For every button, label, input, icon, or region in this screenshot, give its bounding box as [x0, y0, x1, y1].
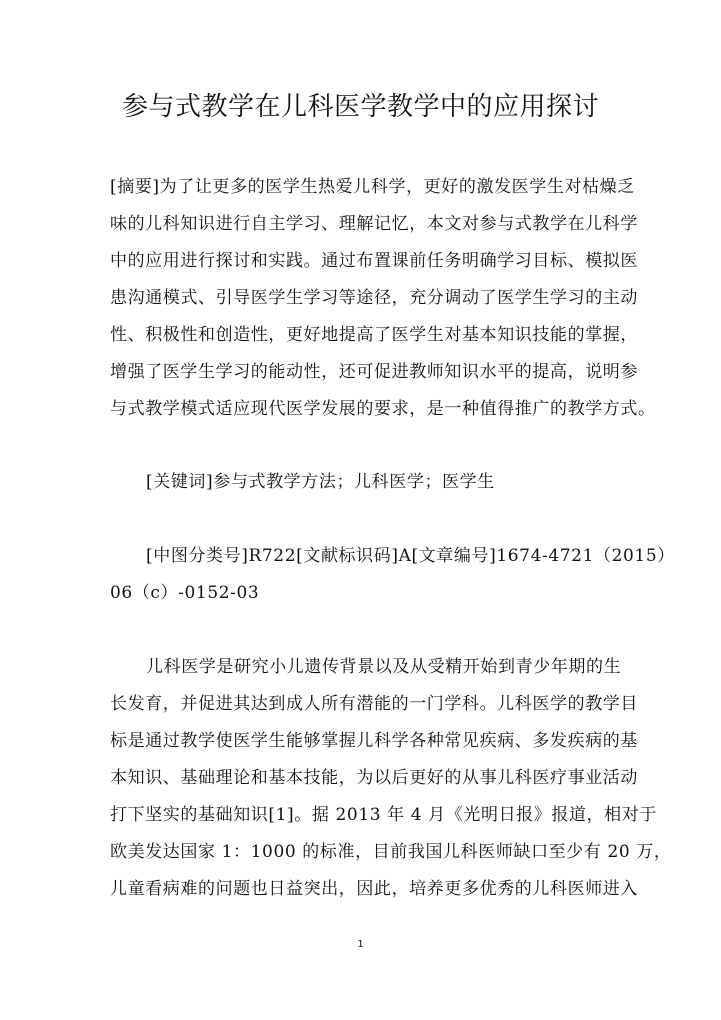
- body-line: 长发育，并促进其达到成人所有潜能的一门学科。儿科医学的教学目: [110, 694, 638, 714]
- body-line: 儿童看病难的问题也日益突出，因此，培养更多优秀的儿科医师进入: [110, 879, 638, 899]
- body-line: 打下坚实的基础知识[1]。据 2013 年 4 月《光明日报》报道，相对于: [110, 805, 657, 825]
- abstract-line: [摘要]为了让更多的医学生热爱儿科学，更好的激发医学生对枯燥乏: [110, 177, 635, 197]
- keywords-line: [关键词]参与式教学方法；儿科医学；医学生: [146, 472, 495, 492]
- abstract-line: 性、积极性和创造性，更好地提高了医学生对基本知识技能的掌握，: [110, 325, 638, 345]
- abstract-line: 增强了医学生学习的能动性，还可促进教师知识水平的提高，说明参: [110, 362, 638, 382]
- body-line: 标是通过教学使医学生能够掌握儿科学各种常见疾病、多发疾病的基: [110, 731, 638, 751]
- abstract-line: 味的儿科知识进行自主学习、理解记忆，本文对参与式教学在儿科学: [110, 214, 638, 234]
- classification-line: [中图分类号]R722[文献标识码]A[文章编号]1674-4721（2015）: [146, 546, 675, 566]
- body-line: 本知识、基础理论和基本技能，为以后更好的从事儿科医疗事业活动: [110, 768, 638, 788]
- page-number: 1: [357, 939, 364, 950]
- abstract-line: 患沟通模式、引导医学生学习等途径，充分调动了医学生学习的主动: [110, 288, 638, 308]
- body-line: 欧美发达国家 1：1000 的标准，目前我国儿科医师缺口至少有 20 万，: [110, 842, 672, 862]
- body-line: 儿科医学是研究小儿遗传背景以及从受精开始到青少年期的生: [146, 657, 622, 677]
- classification-line: 06（c）-0152-03: [110, 583, 260, 603]
- abstract-line: 中的应用进行探讨和实践。通过布置课前任务明确学习目标、模拟医: [110, 251, 638, 271]
- document-title: 参与式教学在儿科医学教学中的应用探讨: [121, 92, 599, 122]
- abstract-line: 与式教学模式适应现代医学发展的要求，是一种值得推广的教学方式。: [110, 399, 656, 419]
